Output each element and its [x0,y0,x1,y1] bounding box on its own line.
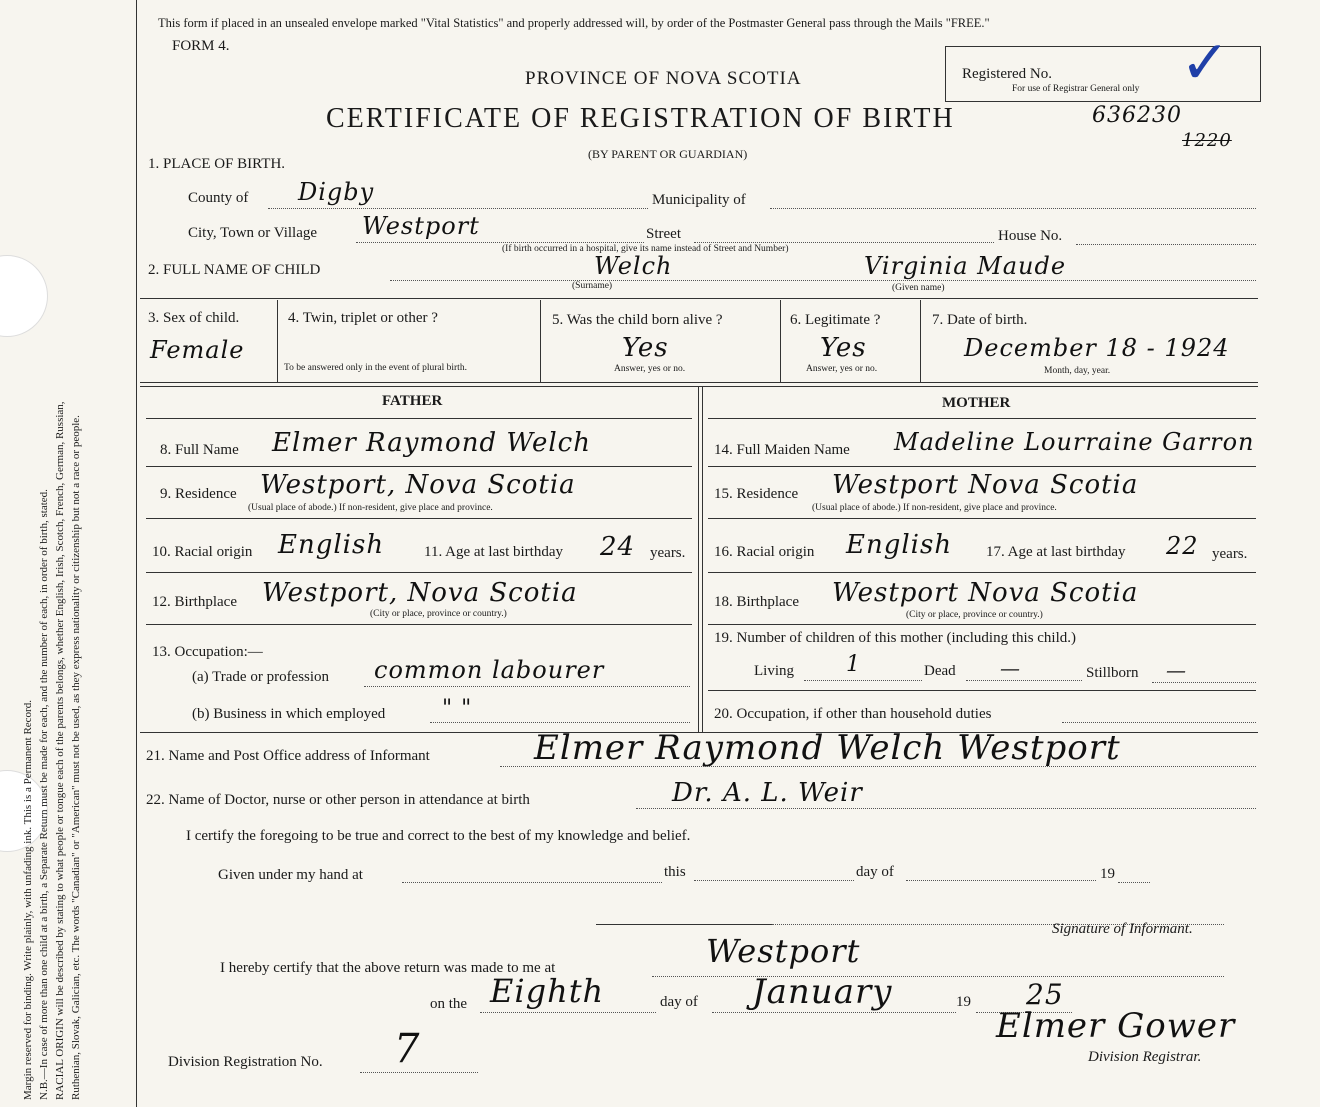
doctor-label: 22. Name of Doctor, nurse or other person in attendance at birth [146,792,530,808]
legitimate-value: Yes [820,333,867,363]
father-age-label: 11. Age at last birthday [424,544,563,560]
stillborn-line [1152,682,1256,683]
mother-occupation-line [1062,722,1256,723]
father-name: Elmer Raymond Welch [272,428,591,458]
municipality-label: Municipality of [652,192,746,208]
registrar-day-line [480,1012,656,1013]
mother-birthplace-label: 18. Birthplace [714,594,799,610]
county-line [268,208,648,209]
father-birthplace-note: (City or place, province or country.) [370,609,507,619]
father-row-1 [146,466,692,467]
place-heading: 1. PLACE OF BIRTH. [148,156,286,172]
given-under-label: Given under my hand at [218,867,363,883]
mother-name-label: 14. Full Maiden Name [714,442,850,458]
col-div-2 [540,300,541,382]
mother-occupation-label: 20. Occupation, if other than household duties [714,706,992,722]
father-row-2 [146,518,692,519]
living-line [804,680,922,681]
father-residence-label: 9. Residence [160,486,237,502]
this-line [694,880,854,881]
parents-divider-a [698,386,699,732]
margin-line-4: Ruthenian, Slovak, Galician, etc. The words "Canadian" or "American" must not be used, as they express nationality or citizenship but not a race or people. [70,415,82,1100]
given-line [402,882,662,883]
division-registration-no: 7 [394,1026,421,1072]
father-row-3 [146,572,692,573]
father-name-label: 8. Full Name [160,442,239,458]
street-line [694,242,994,243]
day-of-line [906,880,1096,881]
given-note: (Given name) [892,283,945,293]
col-div-1 [277,300,278,382]
doctor-line [636,808,1256,809]
municipality-line [770,208,1256,209]
mother-row-3 [708,572,1256,573]
registrar-place-line [652,976,1224,977]
registered-number: 636230 [1092,103,1182,128]
child-name-label: 2. FULL NAME OF CHILD [148,262,321,278]
mother-years: years. [1212,546,1248,562]
city-label: City, Town or Village [188,225,318,241]
registrar-day-of: day of [660,994,698,1010]
province-heading: PROVINCE OF NOVA SCOTIA [525,68,802,89]
certificate-subtitle: (BY PARENT OR GUARDIAN) [588,147,748,161]
twin-note: To be answered only in the event of plural birth. [284,363,467,373]
margin-instructions [20,10,84,1100]
alive-label: 5. Was the child born alive ? [552,312,723,328]
twin-label: 4. Twin, triplet or other ? [288,310,438,326]
father-head-rule [146,418,692,419]
father-occupation-label: 13. Occupation:— [152,644,263,660]
mother-race: English [846,530,953,560]
postal-notice: This form if placed in an unsealed envelope marked "Vital Statistics" and properly addressed will, by order of the Postmaster General pass through the Mails "FREE." [158,16,990,30]
legitimate-label: 6. Legitimate ? [790,312,881,328]
certify-statement: I certify the foregoing to be true and correct to the best of my knowledge and belief. [186,828,691,844]
father-race: English [278,530,385,560]
struck-number: 1220 [1182,130,1232,151]
day-of-label: day of [856,864,894,880]
living-label: Living [754,663,794,679]
trade-line [364,686,690,687]
mother-birthplace-note: (City or place, province or country.) [906,610,1043,620]
sex-label: 3. Sex of child. [148,310,240,326]
registrar-signature: Elmer Gower [996,1006,1236,1046]
dead-value: — [1000,656,1021,680]
division-registration-label: Division Registration No. [168,1054,323,1070]
sex-value: Female [150,336,245,364]
registrar-year: 25 [1026,978,1064,1011]
business-line [430,722,690,723]
alive-note: Answer, yes or no. [614,364,686,374]
city-value: Westport [362,212,480,240]
this-label: this [664,864,686,880]
stillborn-label: Stillborn [1086,665,1139,681]
mother-head-rule [708,418,1256,419]
house-line [1076,244,1256,245]
legitimate-note: Answer, yes or no. [806,364,878,374]
child-surname: Welch [594,252,673,280]
registered-check: ✓ [1180,30,1231,96]
mother-residence-label: 15. Residence [714,486,799,502]
certify-year-line [1118,882,1150,883]
child-given-name: Virginia Maude [864,252,1067,280]
margin-line-2: N.B.—In case of more than one child at a birth, a Separate Return must be made for each, and the number of each, in order of birth, stated. [38,489,50,1100]
city-line [356,242,644,243]
father-trade: common labourer [374,656,605,684]
county-value: Digby [298,178,375,206]
mother-heading: MOTHER [942,395,1011,411]
father-race-label: 10. Racial origin [152,544,253,560]
mother-children-label: 19. Number of children of this mother (including this child.) [714,630,1077,646]
father-heading: FATHER [382,393,443,409]
dead-label: Dead [924,663,956,679]
hospital-note: (If birth occurred in a hospital, give its name instead of Street and Number) [502,244,789,254]
certificate-title: CERTIFICATE OF REGISTRATION OF BIRTH [326,103,955,134]
margin-line-3: RACIAL ORIGIN will be described by stating to what people or tongue each of the parents belongs, whether English, Irish, Scotch, French, German, Russian, [54,401,66,1100]
mother-row-1 [708,466,1256,467]
father-years: years. [650,545,686,561]
mother-age-label: 17. Age at last birthday [986,544,1126,560]
mother-name: Madeline Lourraine Garron [894,428,1255,456]
mother-residence-note: (Usual place of abode.) If non-resident, give place and province. [812,503,1057,513]
certify-year-prefix: 19 [1100,866,1115,882]
mother-age: 22 [1166,532,1199,560]
dob-note: Month, day, year. [1044,366,1111,376]
mother-residence: Westport Nova Scotia [832,470,1139,500]
registrar-year-prefix: 19 [956,994,971,1010]
living-value: 1 [846,652,861,677]
informant-value: Elmer Raymond Welch Westport [534,728,1121,768]
dob-label: 7. Date of birth. [932,312,1028,328]
registered-label: Registered No. [962,66,1052,82]
father-age: 24 [600,532,636,562]
registrar-use-note: For use of Registrar General only [1012,84,1140,94]
surname-note: (Surname) [572,281,613,291]
margin-line-1: Margin reserved for binding. Write plainly, with unfading ink. This is a Permanent Record. [22,700,34,1100]
parents-top-rule [140,386,1258,387]
registrar-day: Eighth [490,972,605,1010]
on-the-label: on the [430,996,468,1012]
father-residence: Westport, Nova Scotia [260,470,576,500]
parents-divider-b [702,386,703,732]
registrar-month: January [752,972,893,1012]
father-business-label: (b) Business in which employed [192,706,386,722]
father-residence-note: (Usual place of abode.) If non-resident, give place and province. [248,503,493,513]
division-registration-line [360,1072,478,1073]
father-birthplace-label: 12. Birthplace [152,594,237,610]
row-bottom-rule [140,382,1258,383]
mother-row-5 [708,690,1256,691]
informant-line [500,766,1256,767]
stillborn-value: — [1166,658,1187,682]
margin-border [136,0,137,1107]
dead-line [966,680,1082,681]
alive-value: Yes [622,333,669,363]
mother-race-label: 16. Racial origin [714,544,815,560]
row-top-rule [140,298,1258,299]
informant-label: 21. Name and Post Office address of Informant [146,748,430,764]
doctor-value: Dr. A. L. Weir [672,778,863,808]
dob-value: December 18 - 1924 [964,334,1230,362]
mother-row-4 [708,624,1256,625]
mother-birthplace: Westport Nova Scotia [832,578,1139,608]
father-row-4 [146,624,692,625]
informant-signature-label: Signature of Informant. [1052,921,1193,937]
registrar-statement: I hereby certify that the above return was made to me at [220,960,556,976]
form-number: FORM 4. [172,38,230,54]
col-div-3 [780,300,781,382]
father-business: " " [442,696,473,721]
street-label: Street [646,226,681,242]
col-div-4 [920,300,921,382]
informant-signature-line [596,924,772,925]
house-label: House No. [998,228,1063,244]
child-name-line [390,280,1256,281]
division-registrar-label: Division Registrar. [1088,1049,1202,1065]
father-birthplace: Westport, Nova Scotia [262,578,578,608]
county-label: County of [188,190,249,206]
registrar-month-line [712,1012,956,1013]
father-trade-label: (a) Trade or profession [192,669,330,685]
registrar-place: Westport [706,932,861,970]
mother-row-2 [708,518,1256,519]
